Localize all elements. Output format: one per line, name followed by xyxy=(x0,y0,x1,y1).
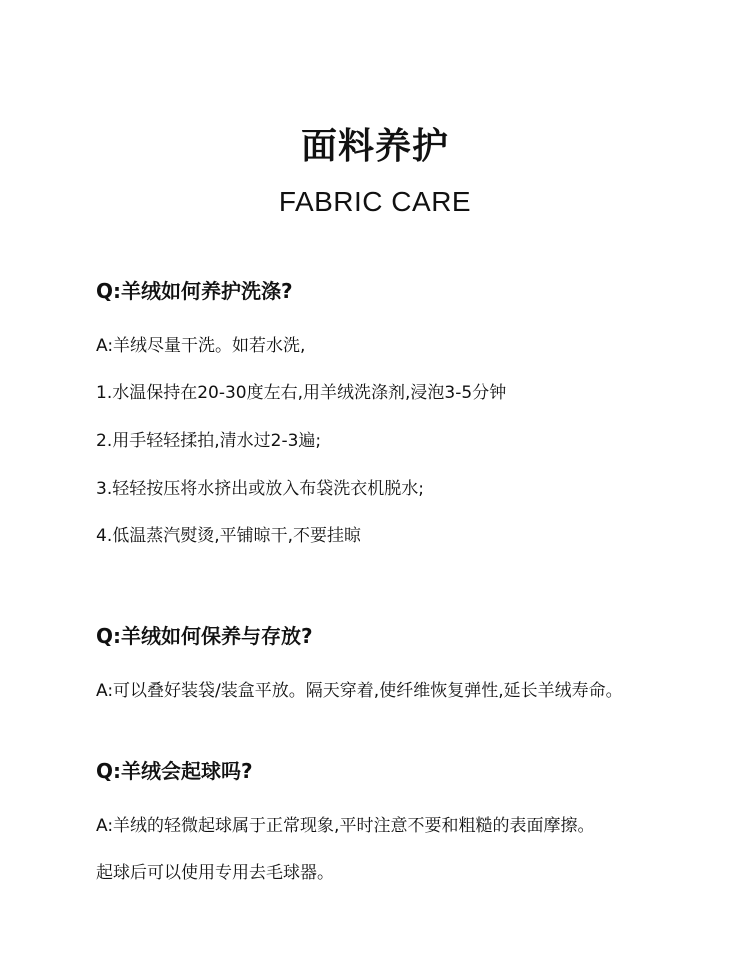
faq-question-washing: Q:羊绒如何养护洗涤? xyxy=(96,279,293,303)
page-title-cn: 面料养护 xyxy=(300,126,449,167)
page-title-en: FABRIC CARE xyxy=(278,186,472,217)
faq-answer-line: 2.用手轻轻揉拍,清水过2-3遍; xyxy=(96,431,322,451)
faq-answer-line: 起球后可以使用专用去毛球器。 xyxy=(96,863,334,883)
faq-answer-line: 1.水温保持在20-30度左右,用羊绒洗涤剂,浸泡3-5分钟 xyxy=(96,383,507,403)
faq-question-pilling: Q:羊绒会起球吗? xyxy=(96,759,253,783)
faq-question-storage: Q:羊绒如何保养与存放? xyxy=(96,624,313,648)
faq-answer-line: A:羊绒尽量干洗。如若水洗, xyxy=(96,336,306,356)
faq-answer-line: 3.轻轻按压将水挤出或放入布袋洗衣机脱水; xyxy=(96,479,424,499)
faq-answer-line: A:羊绒的轻微起球属于正常现象,平时注意不要和粗糙的表面摩擦。 xyxy=(96,816,595,836)
faq-answer-line: 4.低温蒸汽熨烫,平铺晾干,不要挂晾 xyxy=(96,526,362,546)
faq-answer-line: A:可以叠好装袋/装盒平放。隔天穿着,使纤维恢复弹性,延长羊绒寿命。 xyxy=(96,681,623,701)
